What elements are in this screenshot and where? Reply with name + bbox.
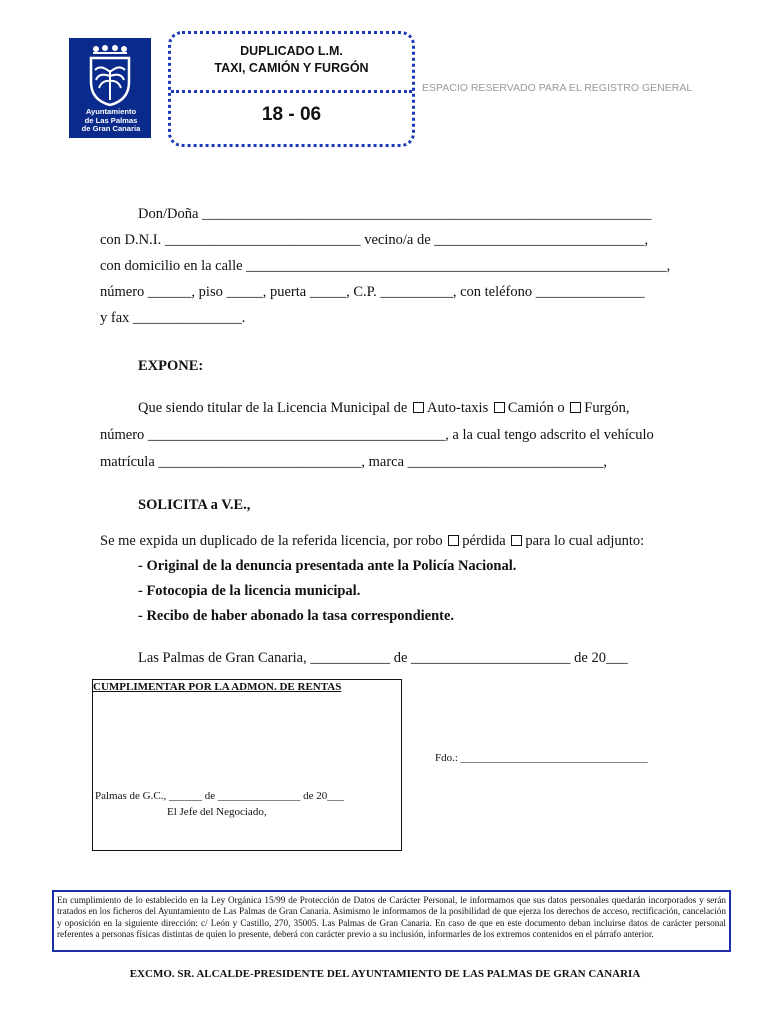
rentas-date-line[interactable]: Palmas de G.C., ______ de _______________ de 20___ bbox=[95, 790, 344, 802]
rentas-title: CUMPLIMENTAR POR LA ADMON. DE RENTAS bbox=[93, 681, 342, 693]
addressee-footer: EXCMO. SR. ALCALDE-PRESIDENTE DEL AYUNTAMIENTO DE LAS PALMAS DE GRAN CANARIA bbox=[129, 968, 641, 980]
reason-suffix: para lo cual adjunto: bbox=[525, 533, 645, 549]
number-phone-field-line[interactable]: número ______, piso _____, puerta _____, C.P. __________, con teléfono _______________ bbox=[100, 284, 645, 300]
rentas-admin-box bbox=[92, 679, 402, 851]
form-code: 18 - 06 bbox=[261, 104, 322, 125]
registry-reserved-label: ESPACIO RESERVADO PARA EL REGISTRO GENERAL bbox=[422, 82, 693, 94]
robo-checkbox[interactable] bbox=[448, 535, 459, 546]
furgon-label: Furgón, bbox=[584, 400, 630, 416]
license-number-field-line[interactable]: número _________________________________________, a la cual tengo adscrito el vehículo bbox=[100, 427, 654, 443]
municipal-logo bbox=[69, 38, 151, 138]
logo-line-2: de Las Palmas bbox=[84, 115, 138, 125]
license-type-line bbox=[138, 400, 728, 417]
solicita-heading: SOLICITA a V.E., bbox=[138, 497, 251, 513]
logo-text bbox=[72, 108, 150, 134]
furgon-checkbox[interactable] bbox=[570, 402, 581, 413]
camion-label: Camión o bbox=[507, 400, 565, 416]
attachment-item-3: - Recibo de haber abonado la tasa correspondiente. bbox=[138, 608, 455, 624]
perdida-label: pérdida bbox=[462, 533, 506, 549]
form-title-line-2: TAXI, CAMIÓN Y FURGÓN bbox=[214, 61, 369, 75]
reason-prefix: Se me expida un duplicado de la referida licencia, por robo bbox=[100, 533, 443, 549]
auto-taxis-label: Auto-taxis bbox=[427, 400, 489, 416]
auto-taxis-checkbox[interactable] bbox=[413, 402, 424, 413]
reason-line bbox=[100, 533, 690, 550]
palm-shield-icon bbox=[87, 56, 133, 106]
title-divider bbox=[171, 90, 412, 93]
form-title-line-1: DUPLICADO L.M. bbox=[240, 44, 343, 58]
attachment-item-1: - Original de la denuncia presentada ante la Policía Nacional. bbox=[138, 558, 517, 574]
perdida-checkbox[interactable] bbox=[511, 535, 522, 546]
date-field-line[interactable]: Las Palmas de Gran Canaria, ___________ de ______________________ de 20___ bbox=[138, 650, 628, 666]
license-type-prefix: Que siendo titular de la Licencia Municipal de bbox=[138, 400, 408, 416]
logo-line-1: Ayuntamiento bbox=[85, 107, 137, 116]
fax-field-line[interactable]: y fax _______________. bbox=[100, 310, 246, 326]
dni-vecino-field-line[interactable]: con D.N.I. ___________________________ vecino/a de _____________________________, bbox=[100, 232, 649, 248]
privacy-notice: En cumplimiento de lo establecido en la Ley Orgánica 15/99 de Protección de Datos de Carácter Personal, le informamos que sus datos personales quedarán incorporados y serán tratados en los ficheros del Ayuntamiento de Las Palmas de Gran Canaria. Asimismo le informamos de la posibilidad de que ejerza los derechos de acceso, rectificación, cancelación y oposición en la siguiente dirección: c/ León y Castillo, 270, 35005. Las Palmas de Gran Canaria. En caso de que en este documento deban incluirse datos de carácter personal referentes a personas físicas distintas de quien lo presente, deberá con carácter previo a su inclusión, informarles de los extremos contenidos en el párrafo anterior. bbox=[52, 890, 731, 952]
plate-brand-field-line[interactable]: matrícula ____________________________, marca ___________________________, bbox=[100, 454, 608, 470]
logo-line-3: de Gran Canaria bbox=[81, 124, 141, 134]
crown-icon bbox=[91, 43, 129, 55]
name-field-line[interactable]: Don/Doña ______________________________________________________________ bbox=[138, 206, 652, 222]
rentas-jefe-label: El Jefe del Negociado, bbox=[167, 806, 267, 818]
form-title-box bbox=[168, 31, 415, 147]
expone-heading: EXPONE: bbox=[138, 358, 204, 374]
camion-checkbox[interactable] bbox=[494, 402, 505, 413]
signature-field-line[interactable]: Fdo.: __________________________________ bbox=[435, 752, 648, 764]
attachment-item-2: - Fotocopia de la licencia municipal. bbox=[138, 583, 361, 599]
address-field-line[interactable]: con domicilio en la calle __________________________________________________________, bbox=[100, 258, 671, 274]
